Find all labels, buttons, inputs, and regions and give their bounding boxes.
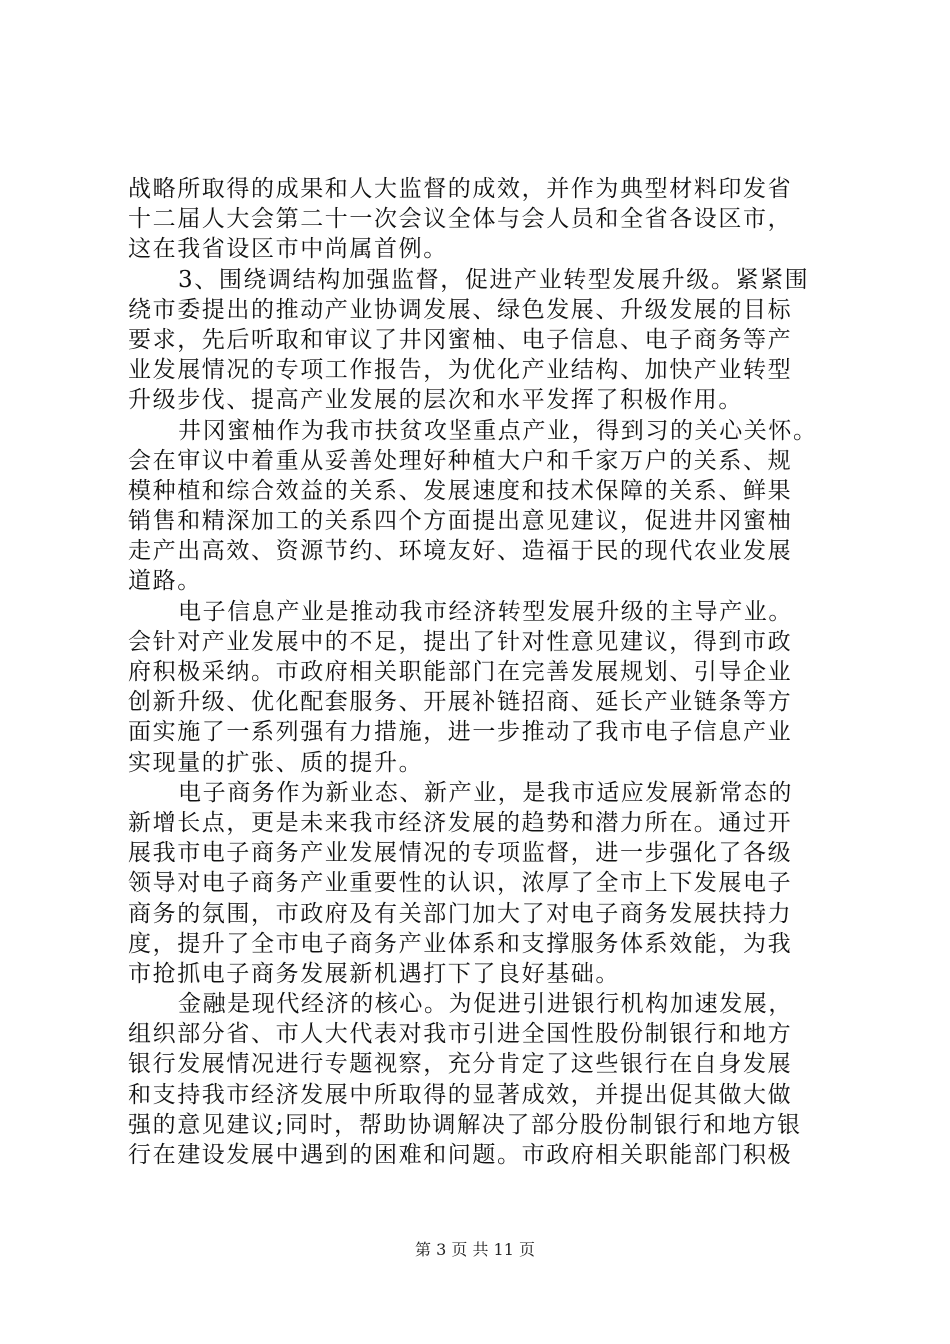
text-line: 面实施了一系列强有力措施，进一步推动了我市电子信息产业 [128,719,793,746]
text-line: 银行发展情况进行专题视察，充分肯定了这些银行在自身发展 [128,1051,793,1078]
text-line: 升级步伐、提高产业发展的层次和水平发挥了积极作用。 [128,387,743,414]
text-line: 销售和精深加工的关系四个方面提出意见建议，促进井冈蜜柚 [128,508,793,535]
text-line: 商务的氛围，市政府及有关部门加大了对电子商务发展扶持力 [128,900,793,927]
text-line: 模种植和综合效益的关系、发展速度和技术保障的关系、鲜果 [128,477,793,504]
text-line: 会在审议中着重从妥善处理好种植大户和千家万户的关系、规 [128,447,793,474]
text-line: 府积极采纳。市政府相关职能部门在完善发展规划、引导企业 [128,659,793,685]
text-line: 和支持我市经济发展中所取得的显著成效，并提出促其做大做 [128,1081,793,1108]
text-line: 电子商务作为新业态、新产业，是我市适应发展新常态的 [178,779,793,806]
page-footer: 第 3 页 共 11 页 [415,1240,535,1259]
text-line: 要求，先后听取和审议了井冈蜜柚、电子信息、电子商务等产 [128,326,793,353]
text-line: 电子信息产业是推动我市经济转型发展升级的主导产业。 [178,598,793,625]
text-line: 领导对电子商务产业重要性的认识，浓厚了全市上下发展电子 [128,870,793,897]
text-line: 市抢抓电子商务发展新机遇打下了良好基础。 [128,960,620,987]
text-line: 度，提升了全市电子商务产业体系和支撑服务体系效能，为我 [128,930,793,957]
text-line: 井冈蜜柚作为我市扶贫攻坚重点产业，得到习的关心关怀。 [178,417,818,444]
text-line: 绕市委提出的推动产业协调发展、绿色发展、升级发展的目标 [128,296,793,323]
text-line: 新增长点，更是未来我市经济发展的趋势和潜力所在。通过开 [128,809,793,836]
text-line: 组织部分省、市人大代表对我市引进全国性股份制银行和地方 [128,1021,793,1048]
text-line: 走产出高效、资源节约、环境友好、造福于民的现代农业发展 [128,538,793,565]
text-line: 道路。 [128,568,202,595]
text-line: 金融是现代经济的核心。为促进引进银行机构加速发展， [178,991,793,1018]
text-line: 会针对产业发展中的不足，提出了针对性意见建议，得到市政 [128,628,793,655]
text-line: 十二届人大会第二十一次会议全体与会人员和全省各设区市， [128,206,793,233]
text-line: 强的意见建议;同时，帮助协调解决了部分股份制银行和地方银 [128,1111,802,1138]
text-line: 创新升级、优化配套服务、开展补链招商、延长产业链条等方 [128,689,793,716]
text-line: 战略所取得的成果和人大监督的成效，并作为典型材料印发省 [128,176,793,202]
text-line: 3、围绕调结构加强监督，促进产业转型发展升级。紧紧围 [178,266,810,293]
document-body [128,174,838,1170]
text-line: 实现量的扩张、质的提升。 [128,749,424,776]
text-line: 展我市电子商务产业发展情况的专项监督，进一步强化了各级 [128,840,793,867]
text-line: 行在建设发展中遇到的困难和问题。市政府相关职能部门积极 [128,1142,793,1168]
text-line: 业发展情况的专项工作报告，为优化产业结构、加快产业转型 [128,357,793,384]
text-line: 这在我省设区市中尚属首例。 [128,236,448,263]
